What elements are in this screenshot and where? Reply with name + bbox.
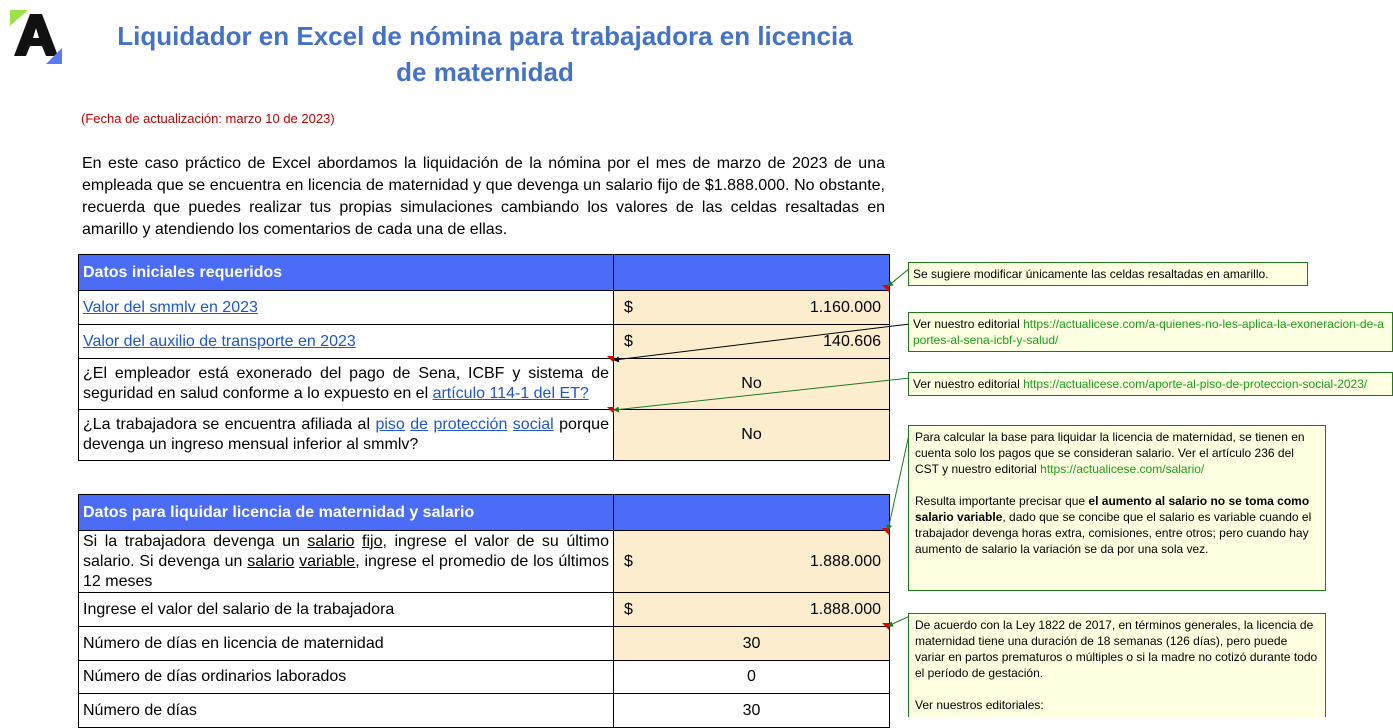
note-4-text: Para calcular la base para liquidar la licencia de maternidad, se tienen en cuenta solo los pagos que se consideran salario. Ver el artículo 236 del CST y nuestro editorial — [915, 430, 1305, 476]
piso-link-4[interactable]: social — [512, 416, 554, 433]
piso-link-3[interactable]: protección — [433, 416, 508, 433]
table-header-label: Datos para liquidar licencia de maternidad y salario — [79, 495, 614, 531]
title-line-2: de maternidad — [396, 57, 574, 87]
exon-value-cell[interactable]: No — [614, 359, 890, 410]
dias-value: 30 — [614, 694, 890, 728]
comment-note-2 — [908, 312, 1393, 352]
salario-word: salario — [307, 532, 355, 550]
note-2-prefix: Ver nuestro editorial — [913, 317, 1024, 331]
note-4-paragraph-2 — [915, 493, 1319, 557]
ingrese-label: Ingrese el valor del salario de la trabajadora — [79, 593, 614, 627]
smmlv-value: 1.160.000 — [809, 298, 881, 316]
intro-paragraph: En este caso práctico de Excel abordamos la liquidación de la nómina por el mes de marzo de 2023 de una empleada que se encuentra en licencia de maternidad y que devenga un salario fijo de $1.888.000. No obstante, recuerda que puedes realizar tus propias simulaciones cambiando los valores de las celdas resaltadas en amarillo y atendiendo los comentarios de cada una de ellas. — [82, 155, 885, 238]
currency-symbol: $ — [624, 298, 633, 316]
piso-text-2: porque devenga un ingreso mensual inferior al smmlv? — [83, 416, 609, 453]
update-date: (Fecha de actualización: marzo 10 de 2023) — [81, 111, 335, 126]
note-5-paragraph-2: Ver nuestros editoriales: — [915, 698, 1044, 712]
salario-text-3: ingrese el promedio de los últimos 12 meses — [83, 552, 610, 590]
fijo-word: fijo, — [362, 532, 387, 550]
note-4-link[interactable]: https://actualicese.com/salario/ — [1040, 462, 1205, 476]
variable-word: variable, — [299, 552, 360, 570]
smmlv-link[interactable]: Valor del smmlv en 2023 — [83, 298, 258, 316]
comment-note-1: Se sugiere modificar únicamente las celdas resaltadas en amarillo. — [908, 262, 1308, 286]
salario-text-2: ingrese el valor de su último salario. Si devenga un — [83, 532, 609, 570]
piso-value-cell[interactable]: No — [614, 410, 890, 461]
salario-value: 1.888.000 — [809, 552, 881, 570]
note-4-bold: el aumento al salario no se toma como salario variable — [915, 494, 1310, 524]
note-5-paragraph-1: De acuerdo con la Ley 1822 de 2017, en términos generales, la licencia de maternidad tiene una duración de 18 semanas (126 días), pero puede variar en partos prematuros o múltiples o si la madre no cotizó durante todo el período de gestación. — [915, 618, 1318, 680]
dias-label: Número de días — [79, 694, 614, 728]
dias-lic-label: Número de días en licencia de maternidad — [79, 627, 614, 661]
note-4-text-3: , dado que se concibe que el salario es variable cuando el trabajador devenga horas extra, comisiones, entre otros; pero cuando hay aumento de salario la variación se da por una sola vez. — [915, 510, 1312, 556]
salario-text-1: Si la trabajadora devenga un — [83, 532, 308, 550]
piso-text-1: ¿La trabajadora se encuentra afiliada al — [83, 416, 376, 433]
piso-link-2[interactable]: de — [410, 416, 429, 433]
table-header-label: Datos iniciales requeridos — [79, 255, 614, 291]
exon-text: ¿El empleador está exonerado del pago de Sena, ICBF y sistema de seguridad en salud conforme a lo expuesto en el — [83, 365, 609, 402]
salario-word-2: salario — [247, 552, 295, 570]
comment-note-3 — [908, 372, 1393, 396]
note-3-prefix: Ver nuestro editorial — [913, 377, 1024, 391]
piso-link-1[interactable]: piso — [375, 416, 405, 433]
comment-note-4 — [908, 425, 1326, 591]
exon-link[interactable]: artículo 114-1 del ET? — [432, 385, 589, 402]
note-2-link[interactable]: https://actualicese.com/a-quienes-no-les-aplica-la-exoneracion-de-aportes-al-sena-icbf-y-salud/ — [913, 317, 1384, 347]
currency-symbol: $ — [624, 600, 633, 618]
aux-value: 140.606 — [823, 332, 881, 350]
currency-symbol: $ — [624, 552, 633, 570]
note-3-link[interactable]: https://actualicese.com/aporte-al-piso-de-proteccion-social-2023/ — [1023, 377, 1368, 391]
note-4-paragraph-1 — [915, 429, 1319, 477]
note-4-text-2: Resulta importante precisar que — [915, 494, 1089, 508]
dias-lic-value[interactable]: 30 — [614, 627, 890, 661]
aux-link[interactable]: Valor del auxilio de transporte en 2023 — [83, 332, 356, 350]
ingrese-value: 1.888.000 — [809, 600, 881, 618]
currency-symbol: $ — [624, 332, 633, 350]
title-line-1: Liquidador en Excel de nómina para trabajadora en licencia — [117, 21, 853, 51]
comment-note-5 — [908, 613, 1326, 717]
dias-ord-label: Número de días ordinarios laborados — [79, 661, 614, 694]
dias-ord-value: 0 — [614, 661, 890, 694]
